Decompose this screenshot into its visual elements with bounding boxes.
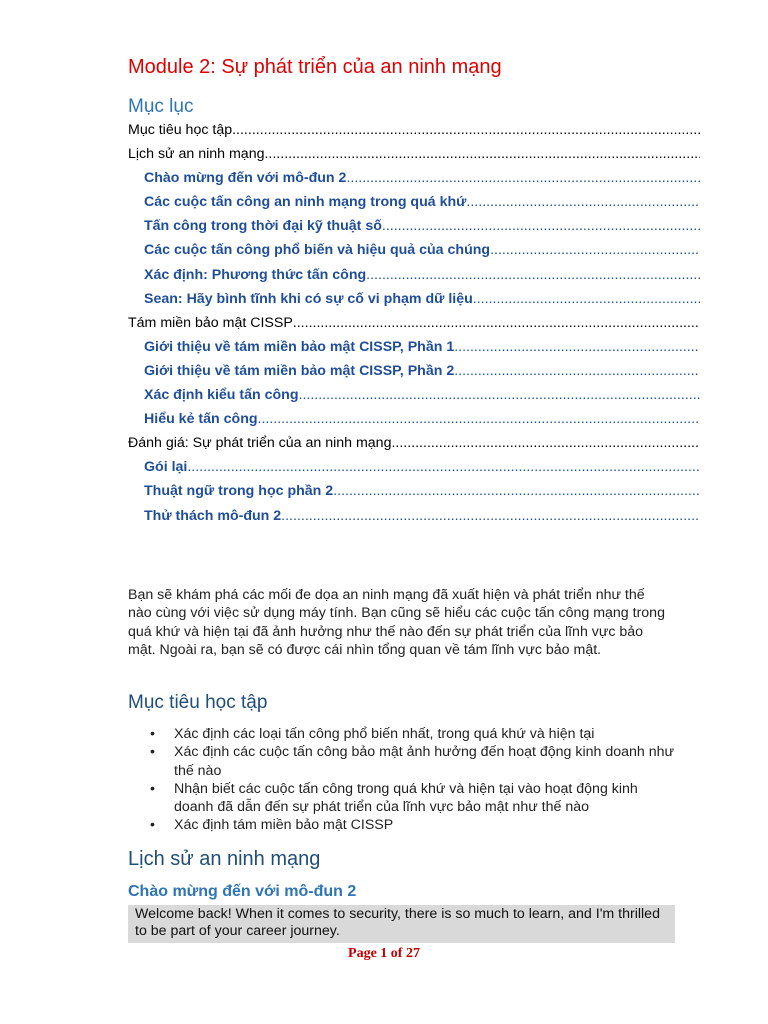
toc-item[interactable] (128, 287, 700, 311)
toc-item[interactable] (128, 504, 700, 528)
transcript-quote: Welcome back! When it comes to security, there is so much to learn, and I'm thrilled to be part of your career journey. (128, 905, 675, 943)
toc-item[interactable] (128, 383, 700, 407)
toc-item[interactable] (128, 407, 700, 431)
toc-leader (466, 190, 700, 214)
toc-item-label: Sean: Hãy bình tĩnh khi có sự cố vi phạm dữ liệu (144, 290, 473, 307)
toc-item[interactable] (128, 263, 700, 287)
table-of-contents (128, 118, 700, 528)
toc-item-label: Các cuộc tấn công phổ biến và hiệu quả của chúng (144, 242, 491, 259)
list-item-text: Xác định các loại tấn công phổ biến nhất, trong quá khứ và hiện tại (174, 726, 595, 742)
toc-leader (454, 359, 700, 383)
toc-item[interactable] (128, 190, 700, 214)
toc-leader (473, 287, 700, 311)
toc-item-label: Giới thiệu về tám miền bảo mật CISSP, Phần 1 (144, 338, 455, 355)
module-title: Module 2: Sự phát triển của an ninh mạng (128, 56, 502, 78)
toc-item-label: Gói lại (144, 459, 188, 476)
toc-item-label: Hiểu kẻ tấn công (144, 411, 258, 428)
toc-item[interactable] (128, 431, 700, 455)
list-item (150, 780, 680, 817)
bullet-icon: • (150, 726, 155, 742)
bullet-icon: • (150, 780, 155, 797)
toc-leader (382, 214, 700, 238)
toc-leader (264, 142, 700, 166)
toc-item-label: Xác định: Phương thức tấn công (144, 266, 367, 283)
toc-item-label: Đánh giá: Sự phát triển của an ninh mạng (128, 435, 392, 452)
list-item-text: Xác định tám miền bảo mật CISSP (174, 817, 394, 834)
toc-item-label: Thuật ngữ trong học phần 2 (144, 483, 334, 500)
objectives-list (150, 725, 680, 835)
toc-item-label: Giới thiệu về tám miền bảo mật CISSP, Phần 2 (144, 362, 455, 379)
toc-item[interactable] (128, 142, 700, 166)
list-item-text: Nhận biết các cuộc tấn công trong quá khứ và hiện tại vào hoạt động kinh doanh đã dẫn đến sự phát triển của lĩnh vực bảo mật như thế nào (174, 780, 638, 816)
toc-item[interactable] (128, 214, 700, 238)
toc-item-label: Tám miền bảo mật CISSP (128, 314, 293, 331)
toc-leader (299, 383, 700, 407)
toc-item[interactable] (128, 166, 700, 190)
toc-leader (346, 166, 700, 190)
list-item (150, 725, 680, 743)
toc-item-label: Thử thách mô-đun 2 (144, 507, 282, 524)
objectives-heading: Mục tiêu học tập (128, 692, 268, 713)
toc-item[interactable] (128, 359, 700, 383)
toc-item-label: Xác định kiểu tấn công (144, 387, 299, 404)
toc-item-label: Các cuộc tấn công an ninh mạng trong quá khứ (144, 194, 467, 211)
toc-leader (281, 504, 700, 528)
toc-leader (454, 335, 700, 359)
toc-item[interactable] (128, 455, 700, 479)
toc-item-label: Chào mừng đến với mô-đun 2 (144, 170, 347, 187)
bullet-icon: • (150, 744, 155, 761)
toc-leader (490, 238, 700, 262)
toc-leader (187, 455, 700, 479)
toc-item[interactable] (128, 118, 700, 142)
toc-item[interactable] (128, 311, 700, 335)
list-item (150, 816, 680, 834)
toc-item-label: Mục tiêu học tập (128, 122, 233, 138)
toc-leader (366, 263, 700, 287)
toc-title: Mục lục (128, 96, 194, 117)
history-heading: Lịch sử an ninh mạng (128, 848, 321, 870)
toc-leader (391, 431, 700, 455)
page-footer: Page 1 of 27 (348, 946, 420, 961)
toc-item[interactable] (128, 335, 700, 359)
intro-paragraph: Bạn sẽ khám phá các mối đe dọa an ninh mạng đã xuất hiện và phát triển như thế nào cùng với việc sử dụng máy tính. Bạn cũng sẽ hiểu các cuộc tấn công mạng trong quá khứ và hiện tại đã ảnh hưởng như thế nào đến sự phát triển của lĩnh vực bảo mật. Ngoài ra, bạn sẽ có được cái nhìn tổng quan về tám lĩnh vực bảo mật. (128, 587, 665, 658)
welcome-subheading: Chào mừng đến với mô-đun 2 (128, 883, 357, 900)
list-item (150, 743, 680, 780)
toc-leader (333, 479, 700, 503)
toc-item[interactable] (128, 479, 700, 503)
toc-item[interactable] (128, 238, 700, 262)
toc-item-label: Tấn công trong thời đại kỹ thuật số (144, 218, 382, 235)
bullet-icon: • (150, 817, 155, 834)
toc-leader (258, 407, 700, 431)
toc-item-label: Lịch sử an ninh mạng (128, 146, 265, 163)
toc-leader (232, 118, 700, 142)
toc-leader (293, 311, 700, 335)
list-item-text: Xác định các cuộc tấn công bảo mật ảnh hưởng đến hoạt động kinh doanh như thế nào (174, 744, 674, 779)
